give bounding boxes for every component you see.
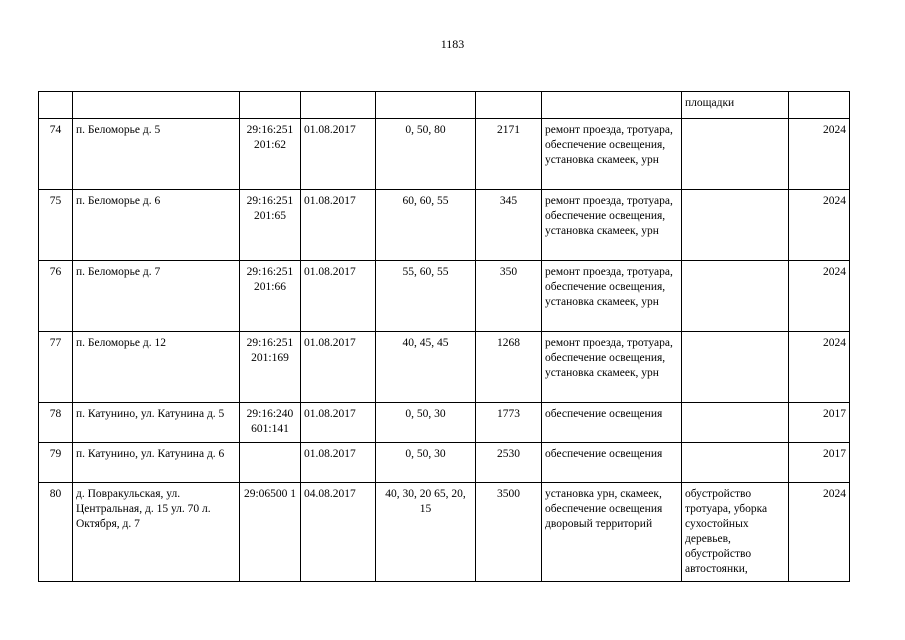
cell-year: 2024 <box>789 190 850 261</box>
cell-area: 3500 <box>476 483 542 582</box>
cell-num: 79 <box>39 443 73 483</box>
cell-extra <box>682 332 789 403</box>
page-number: 1183 <box>440 37 465 51</box>
cell-address: п. Беломорье д. 5 <box>73 119 240 190</box>
cell-area: 1773 <box>476 403 542 443</box>
table-row <box>39 483 850 582</box>
cell-address: п. Беломорье д. 7 <box>73 261 240 332</box>
cell-year: 2024 <box>789 261 850 332</box>
cell-cadastral: 29:16:251 201:62 <box>240 119 301 190</box>
cell-extra: площадки <box>682 92 789 119</box>
cell-num: 75 <box>39 190 73 261</box>
table-row-continuation <box>39 92 850 119</box>
register-table <box>38 91 850 582</box>
cell-date <box>301 92 376 119</box>
cell-year <box>789 92 850 119</box>
table-row <box>39 190 850 261</box>
cell-distances: 0, 50, 30 <box>376 443 476 483</box>
cell-year: 2017 <box>789 443 850 483</box>
cell-cadastral: 29:16:240 601:141 <box>240 403 301 443</box>
cell-works: установка урн, скамеек, обеспечение освещения дворовый территорий <box>542 483 682 582</box>
cell-num: 76 <box>39 261 73 332</box>
cell-area <box>476 92 542 119</box>
cell-works: ремонт проезда, тротуара, обеспечение освещения, установка скамеек, урн <box>542 261 682 332</box>
cell-year: 2024 <box>789 483 850 582</box>
cell-extra <box>682 443 789 483</box>
cell-num <box>39 92 73 119</box>
cell-num: 74 <box>39 119 73 190</box>
cell-year: 2024 <box>789 119 850 190</box>
cell-area: 1268 <box>476 332 542 403</box>
cell-cadastral <box>240 92 301 119</box>
cell-distances: 0, 50, 30 <box>376 403 476 443</box>
cell-year: 2024 <box>789 332 850 403</box>
cell-date: 01.08.2017 <box>301 443 376 483</box>
cell-date: 04.08.2017 <box>301 483 376 582</box>
table-row <box>39 332 850 403</box>
cell-address: п. Катунино, ул. Катунина д. 5 <box>73 403 240 443</box>
cell-cadastral <box>240 443 301 483</box>
cell-extra <box>682 261 789 332</box>
cell-address <box>73 92 240 119</box>
cell-num: 78 <box>39 403 73 443</box>
table-row <box>39 119 850 190</box>
cell-distances: 40, 45, 45 <box>376 332 476 403</box>
cell-cadastral: 29:06500 1 <box>240 483 301 582</box>
cell-cadastral: 29:16:251 201:169 <box>240 332 301 403</box>
cell-area: 345 <box>476 190 542 261</box>
cell-year: 2017 <box>789 403 850 443</box>
cell-extra: обустройство тротуара, уборка сухостойных деревьев, обустройство автостоянки, <box>682 483 789 582</box>
table-row <box>39 403 850 443</box>
cell-distances: 55, 60, 55 <box>376 261 476 332</box>
cell-address: п. Беломорье д. 6 <box>73 190 240 261</box>
cell-area: 2530 <box>476 443 542 483</box>
cell-distances: 40, 30, 20 65, 20, 15 <box>376 483 476 582</box>
table-row <box>39 443 850 483</box>
cell-date: 01.08.2017 <box>301 119 376 190</box>
table-row <box>39 261 850 332</box>
cell-works: обеспечение освещения <box>542 403 682 443</box>
cell-works: ремонт проезда, тротуара, обеспечение освещения, установка скамеек, урн <box>542 190 682 261</box>
cell-date: 01.08.2017 <box>301 261 376 332</box>
cell-works: ремонт проезда, тротуара, обеспечение освещения, установка скамеек, урн <box>542 332 682 403</box>
cell-address: п. Беломорье д. 12 <box>73 332 240 403</box>
cell-area: 350 <box>476 261 542 332</box>
cell-cadastral: 29:16:251 201:65 <box>240 190 301 261</box>
cell-distances: 0, 50, 80 <box>376 119 476 190</box>
cell-area: 2171 <box>476 119 542 190</box>
cell-extra <box>682 119 789 190</box>
cell-distances: 60, 60, 55 <box>376 190 476 261</box>
cell-extra <box>682 190 789 261</box>
cell-num: 77 <box>39 332 73 403</box>
cell-works: обеспечение освещения <box>542 443 682 483</box>
cell-address: д. Повракульская, ул. Центральная, д. 15 ул. 70 л. Октября, д. 7 <box>73 483 240 582</box>
cell-extra <box>682 403 789 443</box>
cell-date: 01.08.2017 <box>301 403 376 443</box>
cell-cadastral: 29:16:251 201:66 <box>240 261 301 332</box>
cell-date: 01.08.2017 <box>301 332 376 403</box>
cell-num: 80 <box>39 483 73 582</box>
cell-works: ремонт проезда, тротуара, обеспечение освещения, установка скамеек, урн <box>542 119 682 190</box>
cell-date: 01.08.2017 <box>301 190 376 261</box>
cell-address: п. Катунино, ул. Катунина д. 6 <box>73 443 240 483</box>
cell-works <box>542 92 682 119</box>
cell-distances <box>376 92 476 119</box>
